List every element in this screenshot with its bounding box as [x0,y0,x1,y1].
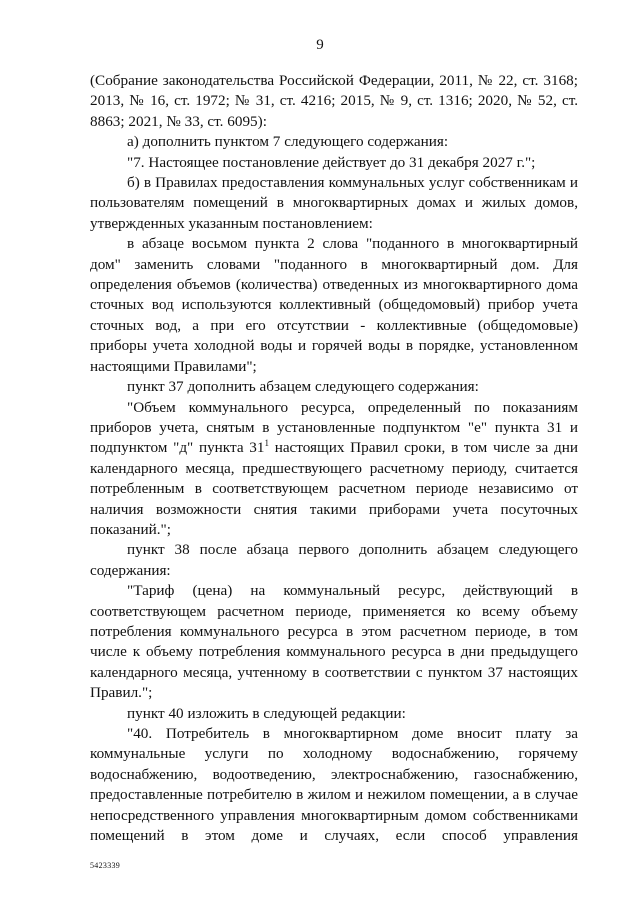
paragraph-point-38-intro: пункт 38 после абзаца первого дополнить абзацем следующего содержания: [90,541,578,579]
paragraph-point-37-intro: пункт 37 дополнить абзацем следующего содержания: [127,378,479,396]
paragraph-point-37-text-part2: настоящих Правил сроки, в том числе за дни календарного месяца, предшествующего расчетному периоду, считается потребленным в соответствующем расчетном периоде независимо от наличия возможности снятия такими приборами учета посуточных показаний."; [90,439,578,538]
paragraph-point-37-text [90,398,578,541]
paragraph-point-38-text: "Тариф (цена) на коммунальный ресурс, действующий в соответствующем расчетном периоде, применяется ко всему объему потребления коммунального ресурса в этом расчетном периоде, в том числе к объему потребления коммунального ресурса в дни предыдущего календарного месяца, учтенному в соответствии с пунктом 37 настоящих Правил."; [90,582,578,702]
footer-document-code: 5423339 [90,861,121,870]
superscript-1: 1 [264,438,269,449]
paragraph-point-40-intro: пункт 40 изложить в следующей редакции: [127,704,406,722]
paragraph-point-2: в абзаце восьмом пункта 2 слова "поданного в многоквартирный дом" заменить словами "поданного в многоквартирный дом. Для определения объемов (количества) отведенных из многоквартирного дома сточных вод используются коллективный (общедомовый) прибор учета сточных вод, а при его отсутствии - коллективные (общедомовые) приборы учета холодной воды и горячей воды в порядке, установленном настоящими Правилами"; [90,235,578,375]
paragraph-citation: (Собрание законодательства Российской Федерации, 2011, № 22, ст. 3168; 2013, № 16, ст. 1972; № 31, ст. 4216; 2015, № 9, ст. 1316; 2020, № 52, ст. 8863; 2021, № 33, ст. 6095): [90,72,578,130]
document-body [90,71,578,846]
paragraph-item-b: б) в Правилах предоставления коммунальных услуг собственникам и пользователям помещений в многоквартирных домах и жилых домов, утвержденных указанным постановлением: [90,174,578,232]
paragraph-point-40-text: "40. Потребитель в многоквартирном доме вносит плату за коммунальные услуги по холодному водоснабжению, горячему водоснабжению, водоотведению, электроснабжению, газоснабжению, предоставленные потребителю в жилом и нежилом помещении, а в случае непосредственного управления многоквартирным домом собственниками помещений в этом доме и случаях, если способ управления [90,725,578,845]
paragraph-quote-7: "7. Настоящее постановление действует до 31 декабря 2027 г."; [127,153,536,171]
paragraph-item-a: а) дополнить пунктом 7 следующего содержания: [127,133,449,151]
page-number: 9 [316,37,324,53]
paragraph-point-37-text-part1: "Объем коммунального ресурса, определенный по показаниям приборов учета, снятым в установленные подпунктом "е" пункта 31 и подпунктом "д" пункта 31 [90,398,578,457]
